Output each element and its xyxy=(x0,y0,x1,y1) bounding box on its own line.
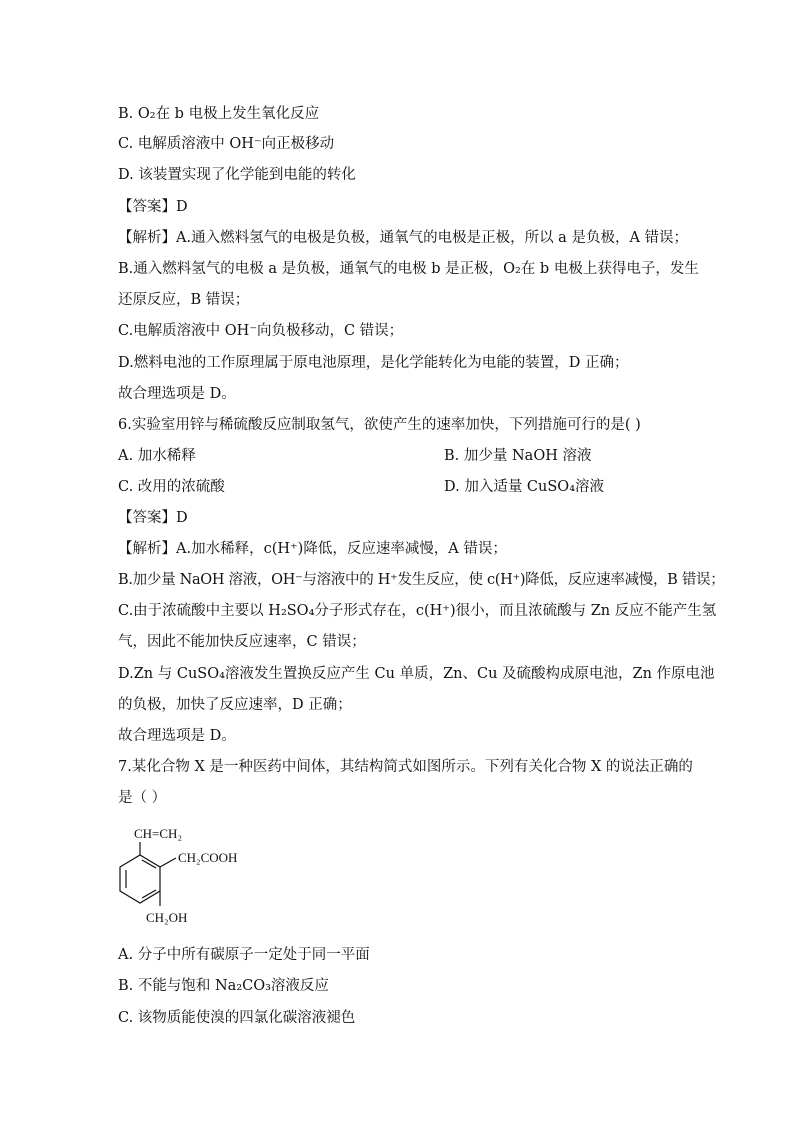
q5-explanation-c: C.电解质溶液中 OH⁻向负极移动，C 错误； xyxy=(118,323,404,339)
q6-option-d: D. 加入适量 CuSO₄溶液 xyxy=(444,479,605,495)
q6-explanation-d2: 的负极，加快了反应速率，D 正确； xyxy=(118,697,352,713)
q6-answer: 【答案】D xyxy=(118,510,188,526)
q5-option-d: D. 该装置实现了化学能到电能的转化 xyxy=(118,167,356,183)
q5-answer: 【答案】D xyxy=(118,199,188,215)
q6-explanation-c1: C.由于浓硫酸中主要以 H₂SO₄分子形式存在，c(H⁺)很小，而且浓硫酸与 Zn 反应不能产生氢 xyxy=(118,603,717,619)
q6-explanation-b: B.加少量 NaOH 溶液，OH⁻与溶液中的 H⁺发生反应，使 c(H⁺)降低，反应速率减慢，B 错误； xyxy=(118,572,725,588)
q6-explanation-c2: 气，因此不能加快反应速率，C 错误； xyxy=(118,634,366,650)
q5-explanation-b2: 还原反应，B 错误； xyxy=(118,292,250,308)
q5-option-b: B. O₂在 b 电极上发生氧化反应 xyxy=(118,106,320,122)
carboxymethyl-group-label: CH₂COOH xyxy=(178,850,238,865)
q6-explanation-a: 【解析】A.加水稀释，c(H⁺)降低，反应速率减慢，A 错误； xyxy=(118,541,507,557)
q5-explanation-d: D.燃料电池的工作原理属于原电池原理，是化学能转化为电能的装置，D 正确； xyxy=(118,355,629,371)
q6-option-c: C. 改用的浓硫酸 xyxy=(118,479,225,495)
q7-option-a: A. 分子中所有碳原子一定处于同一平面 xyxy=(118,947,370,963)
q5-explanation-a: 【解析】A.通入燃料氢气的电极是负极，通氧气的电极是正极，所以 a 是负极，A 错误； xyxy=(118,230,689,246)
q6-conclusion: 故合理选项是 D。 xyxy=(118,728,236,744)
q7-stem-line1: 7.某化合物 X 是一种医药中间体，其结构简式如图所示。下列有关化合物 X 的说法正确的 xyxy=(118,759,693,775)
structural-formula xyxy=(118,820,278,932)
q6-stem: 6.实验室用锌与稀硫酸反应制取氢气，欲使产生的速率加快，下列措施可行的是( ) xyxy=(118,417,641,433)
vinyl-group-label: CH=CH₂ xyxy=(134,826,182,841)
q5-option-c: C. 电解质溶液中 OH⁻向正极移动 xyxy=(118,136,335,152)
hydroxymethyl-group-label: CH₂OH xyxy=(146,910,188,925)
q6-option-b: B. 加少量 NaOH 溶液 xyxy=(444,448,592,464)
benzene-ring xyxy=(120,842,176,906)
q7-option-c: C. 该物质能使溴的四氯化碳溶液褪色 xyxy=(118,1010,356,1026)
q6-option-a: A. 加水稀释 xyxy=(118,448,196,464)
q6-explanation-d1: D.Zn 与 CuSO₄溶液发生置换反应产生 Cu 单质，Zn、Cu 及硫酸构成原电池，Zn 作原电池 xyxy=(118,666,715,682)
q7-option-b: B. 不能与饱和 Na₂CO₃溶液反应 xyxy=(118,978,329,994)
q7-stem-line2: 是（ ） xyxy=(118,790,167,806)
q5-conclusion: 故合理选项是 D。 xyxy=(118,386,236,402)
q5-explanation-b1: B.通入燃料氢气的电极 a 是负极，通氧气的电极 b 是正极，O₂在 b 电极上获得电子，发生 xyxy=(118,261,699,277)
